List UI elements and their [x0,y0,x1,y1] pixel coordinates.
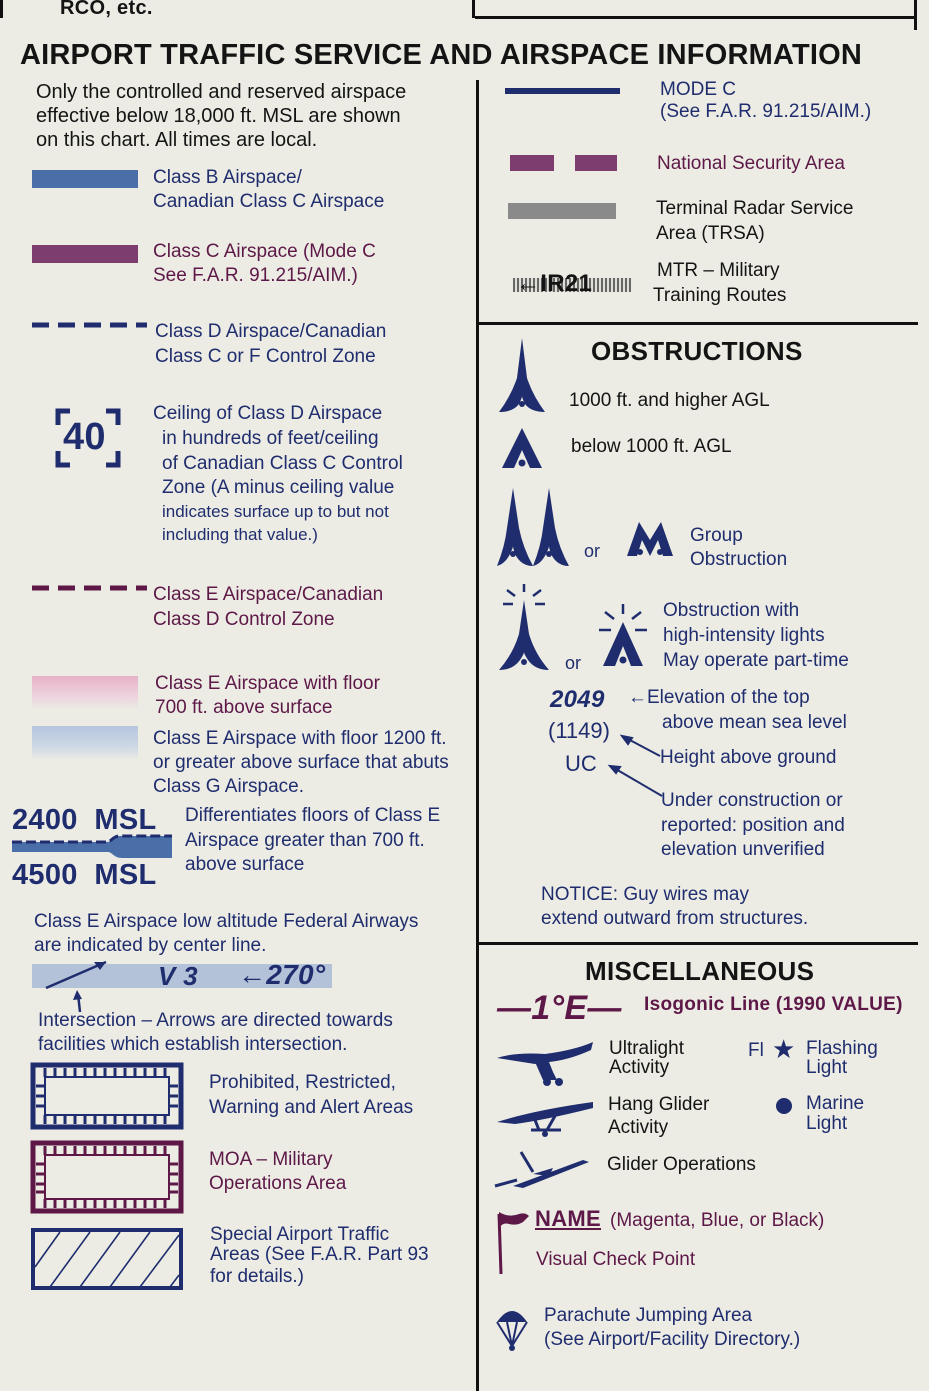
msl-bottom-label: 4500 MSL [12,859,157,891]
ceiling-label-2: in hundreds of feet/ceiling [162,428,379,449]
mtr-label-2: Training Routes [653,285,787,306]
mode-c-line [505,88,620,94]
trsa-label-1: Terminal Radar Service [656,198,854,219]
ceiling-label-1: Ceiling of Class D Airspace [153,403,383,424]
uc-value: UC [565,751,597,776]
misc-rule [478,942,918,945]
agl-value: (1149) [548,718,610,743]
lights-label-2: high-intensity lights [663,625,825,646]
marine-label-2: Light [806,1113,848,1134]
group-obstruction-high-icon [497,488,569,570]
uc-label-1: Under construction or [661,790,843,811]
msl-top-label: 2400 MSL [12,804,157,836]
elevation-value: 2049 [550,686,605,713]
class-e-label-1: Class E Airspace/Canadian [153,584,384,605]
glider-icon [493,1146,593,1194]
obstruction-high-label: 1000 ft. and higher AGL [569,390,770,411]
elevation-label-2: above mean sea level [662,712,847,733]
msl-desc-1: Differentiates floors of Class E [185,805,441,826]
class-d-label-2: Class C or F Control Zone [155,346,376,367]
msl-desc-2: Airspace greater than 700 ft. [185,830,425,851]
msl-desc-3: above surface [185,854,305,875]
prohibited-label-2: Warning and Alert Areas [209,1097,414,1118]
ceiling-label-5: indicates surface up to but not [162,502,389,521]
group-obstruction-low-icon [623,522,677,558]
mtr-symbol: ←IR21 [516,270,593,297]
ultralight-icon [495,1038,595,1090]
parachute-label-1: Parachute Jumping Area [544,1305,753,1326]
marine-label-1: Marine [806,1093,865,1114]
ultralight-label-2: Activity [609,1057,670,1078]
moa-area-icon [30,1140,184,1214]
ceiling-label-4: Zone (A minus ceiling value [162,477,395,498]
flashing-label-1: Flashing [806,1038,878,1059]
column-divider [476,80,479,1391]
flashing-star-icon: ★ [772,1034,796,1064]
class-c-label-1: Class C Airspace (Mode C [153,241,376,262]
trsa-swatch [508,203,616,219]
moa-label-1: MOA – Military [209,1149,333,1170]
class-b-swatch [32,170,138,188]
special-label-3: for details.) [210,1266,304,1287]
intersection-arrows-icon [40,948,120,1018]
glider-label: Glider Operations [607,1154,756,1175]
hang-glider-icon [495,1100,595,1140]
mode-c-label-1: MODE C [660,79,736,100]
isogonic-label: Isogonic Line (1990 VALUE) [644,994,903,1015]
class-b-label-1: Class B Airspace/ [153,167,302,188]
obstruction-pointer-arrows [600,730,670,800]
lights-label-3: May operate part-time [663,650,849,671]
isogonic-symbol: —1°E— [497,989,622,1027]
visual-check-point-flag-icon [495,1208,531,1278]
ceiling-label-3: of Canadian Class C Control [162,453,403,474]
obstructions-rule [478,322,918,325]
special-label-2: Areas (See F.A.R. Part 93 [210,1244,429,1265]
group-or-label: or [584,541,601,561]
class-d-label-1: Class D Airspace/Canadian [155,321,387,342]
flashing-prefix: Fl [748,1040,764,1061]
parachute-icon [495,1306,529,1354]
class-e-700-label-2: 700 ft. above surface [155,697,333,718]
class-e-700-label-1: Class E Airspace with floor [155,673,380,694]
hang-glider-label-2: Activity [608,1117,669,1138]
obstruction-low-icon [502,428,542,470]
class-e-dashed-line [32,583,147,593]
prohibited-area-icon [30,1062,184,1130]
lighted-obstruction-low-icon [597,604,649,670]
notice-line-1: NOTICE: Guy wires may [541,884,749,905]
mtr-label-1: MTR – Military [657,260,780,281]
top-divider-left [0,0,3,18]
ultralight-label-1: Ultralight [609,1038,684,1059]
lighted-obstruction-high-icon [497,582,551,674]
obstruction-low-label: below 1000 ft. AGL [571,436,732,457]
group-label-2: Obstruction [690,549,788,570]
special-airport-area-icon [30,1227,184,1291]
top-divider-right [914,0,917,30]
class-b-label-2: Canadian Class C Airspace [153,191,385,212]
intersection-label-1: Intersection – Arrows are directed towards [38,1010,393,1031]
class-c-label-2: See F.A.R. 91.215/AIM.) [153,265,358,286]
name-symbol: NAME [535,1206,601,1231]
class-e-1200-label-3: Class G Airspace. [153,776,304,797]
obstruction-high-icon [497,338,547,418]
flashing-label-2: Light [806,1057,848,1078]
obstructions-title: OBSTRUCTIONS [591,336,803,366]
top-fragment: RCO, etc. [60,0,153,19]
misc-title: MISCELLANEOUS [585,956,815,986]
prohibited-label-1: Prohibited, Restricted, [209,1072,396,1093]
trsa-label-2: Area (TRSA) [656,223,765,244]
elevation-label-1: ←Elevation of the top [628,687,810,708]
ceiling-label-6: including that value.) [162,525,318,544]
class-c-swatch [32,245,138,263]
lights-label-1: Obstruction with [663,600,800,621]
class-e-1200-label-1: Class E Airspace with floor 1200 ft. [153,728,447,749]
marine-light-icon [776,1098,792,1114]
uc-label-3: elevation unverified [661,839,825,860]
intro-line-3: on this chart. All times are local. [36,129,318,151]
mode-c-label-2: (See F.A.R. 91.215/AIM.) [660,101,872,122]
airway-course: ←270° [238,959,326,990]
ceiling-symbol-value: 40 [63,416,106,458]
nsa-dash-1 [510,155,554,171]
class-d-dashed-line [32,320,147,330]
moa-label-2: Operations Area [209,1173,347,1194]
special-label-1: Special Airport Traffic [210,1224,390,1245]
main-title: AIRPORT TRAFFIC SERVICE AND AIRSPACE INFORMATION [20,39,863,71]
class-e-1200-label-2: or greater above surface that abuts [153,752,449,773]
group-label-1: Group [690,525,743,546]
airways-label-1: Class E Airspace low altitude Federal Airways [34,911,419,932]
lighted-or-label: or [565,653,582,673]
airway-name: V 3 [158,961,198,991]
uc-label-2: reported: position and [661,815,845,836]
class-e-1200-vignette [32,726,138,760]
vcp-label: Visual Check Point [536,1249,696,1270]
name-colors-label: (Magenta, Blue, or Black) [610,1210,825,1231]
intro-line-1: Only the controlled and reserved airspace [36,81,407,103]
airways-label-2: are indicated by center line. [34,935,267,956]
nsa-dash-2 [575,155,617,171]
intersection-label-2: facilities which establish intersection. [38,1034,348,1055]
agl-label: Height above ground [660,747,837,768]
intro-line-2: effective below 18,000 ft. MSL are shown [36,105,401,127]
top-rule [475,16,917,19]
class-e-700-vignette [32,676,138,710]
class-e-label-2: Class D Control Zone [153,609,335,630]
hang-glider-label-1: Hang Glider [608,1094,710,1115]
parachute-label-2: (See Airport/Facility Directory.) [544,1329,801,1350]
notice-line-2: extend outward from structures. [541,908,809,929]
nsa-label: National Security Area [657,153,845,174]
